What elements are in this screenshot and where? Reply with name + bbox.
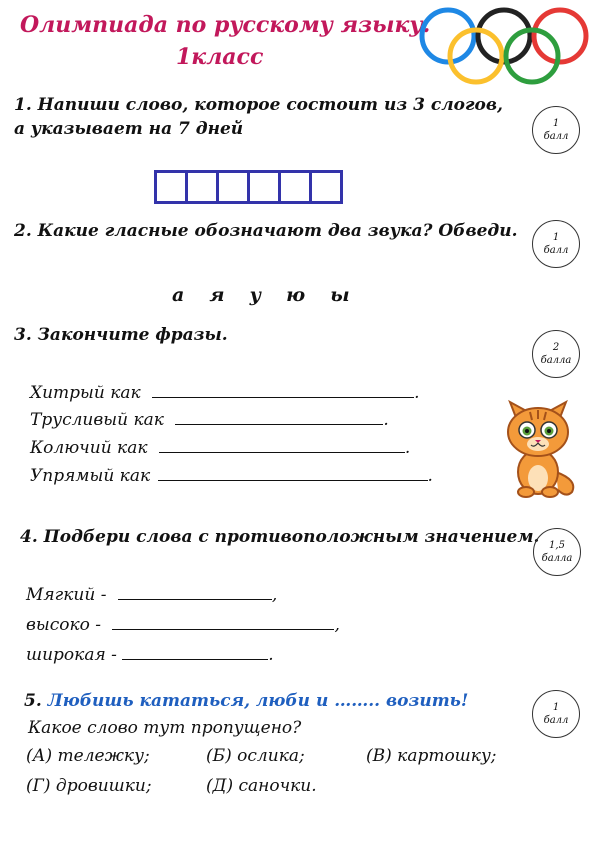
q3-phrase-row: Трусливый как . [30, 407, 389, 432]
q1-points-value: 1 [552, 118, 560, 129]
q3-phrase-row: Колючий как . [30, 435, 410, 460]
q4-word-row: широкая - . [26, 642, 274, 667]
q3-phrase-label: Колючий как [30, 438, 148, 458]
q2-points-value: 1 [552, 232, 560, 243]
q5-option[interactable]: (В) картошку; [366, 746, 497, 766]
vowel-option[interactable]: ю [286, 284, 306, 306]
q5-option[interactable]: (А) тележку; [26, 746, 150, 766]
q2-points-badge [532, 220, 580, 268]
q4-word-label: Мягкий - [26, 585, 107, 605]
q1-letter-boxes[interactable] [154, 170, 343, 204]
q3-points-badge [532, 330, 580, 378]
q4-points-badge [533, 528, 581, 576]
q5-option[interactable]: (Б) ослика; [206, 746, 305, 766]
kitten-illustration-icon [496, 388, 580, 500]
vowel-option[interactable]: у [249, 284, 261, 306]
letter-box[interactable] [312, 173, 340, 201]
answer-line[interactable] [152, 380, 414, 398]
q4-word-label: широкая - [26, 645, 117, 665]
q2-vowel-list [172, 284, 370, 306]
letter-box[interactable] [188, 173, 219, 201]
answer-line[interactable] [159, 435, 405, 453]
q1-text-line2: а указывает на 7 дней [14, 119, 244, 139]
letter-box[interactable] [157, 173, 188, 201]
vowel-option[interactable]: ы [330, 284, 350, 306]
vowel-option[interactable]: я [209, 284, 225, 306]
page-title: Олимпиада по русскому языку. [20, 12, 431, 38]
letter-box[interactable] [219, 173, 250, 201]
q4-word-row: Мягкий - , [26, 582, 277, 607]
q1-points-badge [532, 106, 580, 154]
q2-points-unit: балл [543, 245, 569, 256]
answer-line[interactable] [118, 582, 272, 600]
vowel-option[interactable]: а [172, 284, 185, 306]
q5-points-badge [532, 690, 580, 738]
olympic-rings-icon [412, 4, 592, 86]
answer-line[interactable] [158, 463, 428, 481]
q5-option[interactable]: (Г) дровишки; [26, 776, 152, 796]
q3-phrase-row: Хитрый как . [30, 380, 420, 405]
letter-box[interactable] [281, 173, 312, 201]
answer-line[interactable] [112, 612, 334, 630]
q3-phrase-label: Упрямый как [30, 466, 151, 486]
q5-option[interactable]: (Д) саночки. [206, 776, 317, 796]
page-subtitle: 1класс [176, 44, 264, 70]
q2-text: 2. Какие гласные обозначают два звука? Обведи. [14, 221, 518, 241]
q4-points-unit: балла [541, 553, 573, 564]
q1-text-line1: 1. Напиши слово, которое состоит из 3 слогов, [14, 95, 503, 115]
q3-points-unit: балла [540, 355, 572, 366]
q5-number: 5. [24, 691, 42, 711]
q3-phrase-row: Упрямый как . [30, 463, 433, 488]
letter-box[interactable] [250, 173, 281, 201]
answer-line[interactable] [175, 407, 383, 425]
answer-line[interactable] [122, 642, 268, 660]
q5-points-unit: балл [543, 715, 569, 726]
q3-phrase-label: Хитрый как [30, 383, 141, 403]
q5-proverb-row [24, 690, 468, 713]
q5-question: Какое слово тут пропущено? [28, 718, 302, 738]
q5-proverb: Любишь кататься, люби и …….. возить! [47, 691, 469, 711]
q4-word-label: высоко - [26, 615, 102, 635]
q1-points-unit: балл [543, 131, 569, 142]
q5-points-value: 1 [552, 702, 560, 713]
q4-points-value: 1,5 [549, 540, 565, 551]
q4-text: 4. Подбери слова с противоположным значением. [20, 527, 540, 547]
q3-points-value: 2 [552, 342, 560, 353]
q4-word-row: высоко - , [26, 612, 340, 637]
q3-text: 3. Закончите фразы. [14, 325, 228, 345]
q3-phrase-label: Трусливый как [30, 410, 164, 430]
